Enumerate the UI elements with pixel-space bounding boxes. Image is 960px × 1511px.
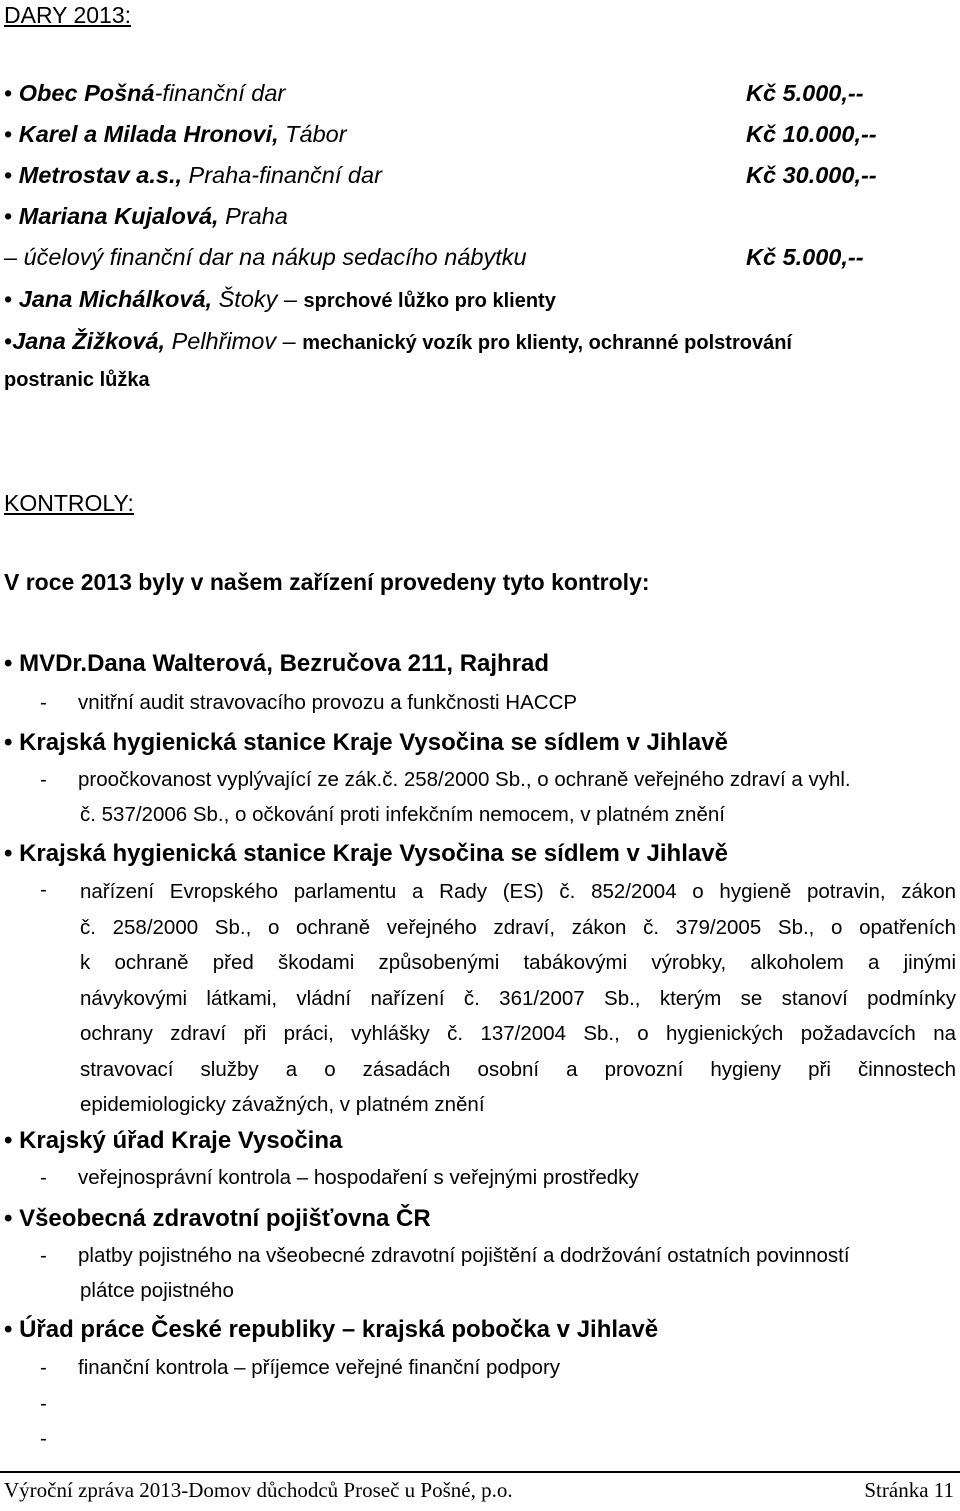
inspection-item (40, 1356, 560, 1380)
paragraph-line: stravovací služby a o zásadách osobní a provozní hygieny při činnostech (80, 1057, 956, 1081)
empty-dash: - (40, 1392, 47, 1415)
inspection-paragraph (80, 874, 956, 1123)
donation-desc: Štoky – (212, 286, 304, 312)
inspection-authority (4, 1205, 431, 1233)
donation-desc: -finanční dar (154, 80, 286, 106)
donation-row (4, 203, 288, 230)
bullet: • (4, 286, 13, 312)
inspection-authority (4, 729, 728, 757)
bullet: • (4, 840, 13, 867)
kontroly-intro: V roce 2013 byly v našem zařízení provedeny tyto kontroly: (4, 569, 650, 595)
donor-name: Mariana Kujalová, (18, 203, 219, 229)
donor-name: Jana Michálková, (18, 286, 213, 312)
donation-note: sprchové lůžko pro klienty (303, 290, 556, 312)
footer-divider (0, 1471, 960, 1473)
inspection-authority (4, 650, 549, 678)
bullet: • (4, 729, 13, 756)
paragraph-line: k ochraně před škodami způsobenými tabákovými výrobky, alkoholem a jinými (80, 951, 956, 974)
inspection-text: veřejnosprávní kontrola – hospodaření s veřejnými prostředky (78, 1166, 639, 1189)
paragraph-line: epidemiologicky závažných, v platném znění (80, 1093, 485, 1116)
section-title-kontroly: KONTROLY: (4, 490, 134, 516)
inspection-item (40, 768, 851, 792)
inspection-text: proočkovanost vyplývající ze zák.č. 258/2000 Sb., o ochraně veřejného zdraví a vyhl. (78, 768, 851, 791)
inspection-authority (4, 1316, 658, 1344)
bullet: • (4, 162, 13, 188)
dash: - (40, 1356, 47, 1379)
dash: - (40, 878, 47, 901)
paragraph-line: nařízení Evropského parlamentu a Rady (ES) č. 852/2004 o hygieně potravin, zákon (80, 880, 956, 903)
donation-note-cont: postranic lůžka (4, 369, 150, 391)
bullet: • (4, 1205, 13, 1232)
authority-name: MVDr.Dana Walterová, Bezručova 211, Rajhrad (19, 650, 550, 677)
donation-amount: Kč 5.000,-- (746, 80, 864, 106)
inspection-item (40, 1166, 639, 1190)
inspection-dash (40, 878, 78, 902)
inspection-text: finanční kontrola – příjemce veřejné finanční podpory (78, 1356, 561, 1379)
bullet: • (4, 203, 13, 229)
inspection-text-cont: č. 537/2006 Sb., o očkování proti infekčním nemocem, v platném znění (80, 803, 725, 826)
dash: - (40, 1166, 47, 1189)
inspection-item (40, 1244, 850, 1268)
donation-desc: Praha-finanční dar (182, 162, 382, 188)
donation-row (4, 121, 347, 148)
dash: - (40, 691, 47, 714)
donation-amount: Kč 5.000,-- (746, 244, 864, 270)
donation-note: mechanický vozík pro klienty, ochranné polstrování (302, 332, 792, 354)
section-title-dary: DARY 2013: (4, 2, 132, 28)
bullet: • (4, 80, 13, 106)
bullet: • (4, 328, 13, 354)
donor-name: Obec Pošná (18, 80, 155, 106)
paragraph-line: č. 258/2000 Sb., o ochraně veřejného zdraví, zákon č. 379/2005 Sb., o opatřeních (80, 915, 956, 939)
donation-amount: Kč 30.000,-- (746, 162, 877, 188)
inspection-text: vnitřní audit stravovacího provozu a funkčnosti HACCP (78, 691, 578, 714)
authority-name: Úřad práce České republiky – krajská pobočka v Jihlavě (19, 1316, 659, 1343)
bullet: • (4, 650, 13, 677)
donation-amount: Kč 10.000,-- (746, 121, 877, 147)
donor-name: Karel a Milada Hronovi, (18, 121, 279, 147)
authority-name: Všeobecná zdravotní pojišťovna ČR (19, 1205, 431, 1232)
donor-name: Metrostav a.s., (18, 162, 183, 188)
donation-desc: Praha (218, 203, 288, 229)
donation-purpose: – účelový finanční dar na nákup sedacího nábytku (4, 244, 527, 270)
donation-row (4, 162, 382, 189)
authority-name: Krajská hygienická stanice Kraje Vysočina se sídlem v Jihlavě (19, 729, 728, 756)
authority-name: Krajský úřad Kraje Vysočina (19, 1127, 343, 1154)
donation-row (4, 328, 792, 355)
dash: - (40, 1244, 47, 1267)
inspection-authority (4, 1127, 342, 1155)
empty-dash: - (40, 1427, 47, 1450)
paragraph-line: ochrany zdraví při práci, vyhlášky č. 137/2004 Sb., o hygienických požadavcích na (80, 1022, 956, 1045)
authority-name: Krajská hygienická stanice Kraje Vysočina se sídlem v Jihlavě (19, 840, 728, 867)
inspection-text-cont: plátce pojistného (80, 1279, 234, 1302)
donation-row (4, 286, 556, 313)
paragraph-line: návykovými látkami, vládní nařízení č. 361/2007 Sb., kterým se stanoví podmínky (80, 986, 956, 1010)
inspection-authority (4, 840, 728, 868)
dash: - (40, 768, 47, 791)
donation-desc: Tábor (278, 121, 347, 147)
donation-desc: Pelhřimov – (165, 328, 303, 354)
footer-left: Výroční zpráva 2013-Domov důchodců Proseč u Pošné, p.o. (4, 1478, 513, 1502)
bullet: • (4, 1127, 13, 1154)
donor-name: Jana Žižková, (12, 328, 166, 354)
inspection-text: platby pojistného na všeobecné zdravotní pojištění a dodržování ostatních povinností (78, 1244, 850, 1267)
inspection-item (40, 691, 577, 715)
bullet: • (4, 121, 13, 147)
donation-row (4, 80, 285, 107)
bullet: • (4, 1316, 13, 1343)
footer-page-number: Stránka 11 (864, 1478, 954, 1502)
